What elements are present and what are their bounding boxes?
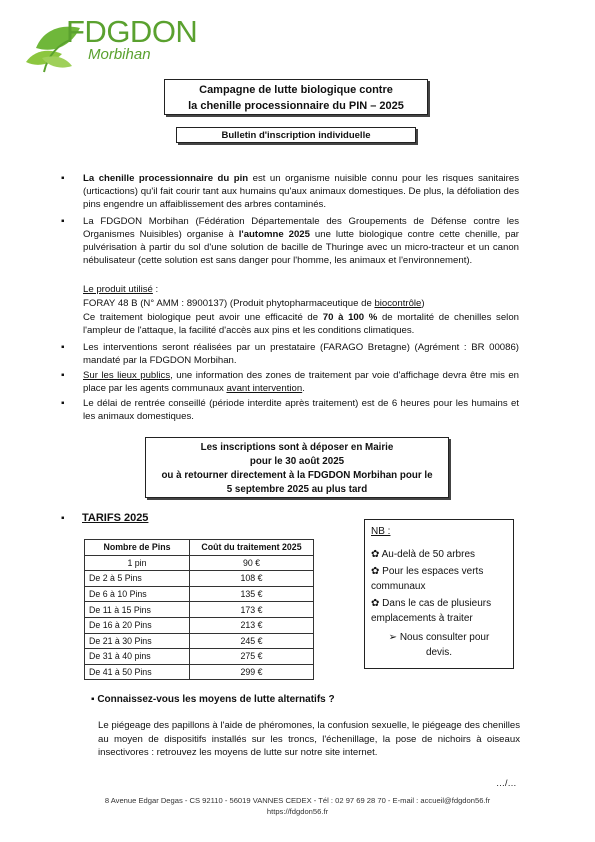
product-label: Le produit utilisé <box>83 284 153 295</box>
table-row: De 21 à 30 Pins 245 € <box>85 633 314 649</box>
table-row: De 41 à 50 Pins 299 € <box>85 664 314 680</box>
inscription-box <box>145 437 449 498</box>
bullet-icon: ▪ <box>91 694 98 705</box>
tarifs-table <box>84 539 314 680</box>
bullet-icon: ▪ <box>61 216 65 227</box>
inscription-line1: Les inscriptions sont à déposer en Mairie <box>200 442 394 453</box>
continued-marker: …/… <box>496 778 517 788</box>
table-header-row <box>85 540 314 556</box>
nb-title: NB : <box>371 526 391 537</box>
bullet-icon: ▪ <box>61 370 65 381</box>
bullet-icon: ▪ <box>61 398 65 409</box>
bullet-icon: ▪ <box>61 173 65 184</box>
flower-bullet-icon: ✿ <box>371 549 382 560</box>
inscription-line3: ou à retourner directement à la FDGDON Morbihan pour le <box>161 470 433 481</box>
footer-address: 8 Avenue Edgar Degas - CS 92110 - 56019 VANNES CEDEX - Tél : 02 97 69 28 70 - E-mail : accueil@fdgdon56.fr <box>104 796 491 805</box>
table-row: De 2 à 5 Pins 108 € <box>85 571 314 587</box>
flower-bullet-icon: ✿ <box>371 598 383 609</box>
nb-item: ✿ Dans le cas de plusieurs <box>371 598 492 609</box>
nb-item-cont: communaux <box>371 581 426 592</box>
alternatives-question: ▪ Connaissez-vous les moyens de lutte alternatifs ? <box>91 694 335 705</box>
alternatives-text: Le piégeage des papillons à l'aide de phéromones, la confusion sexuelle, le piégeage des chenilles au moyen de dispositifs installés sur les troncs, l'échenillage, la pose de nichoirs à oiseaux insectivores : retrouvez les moyens de lutte sur notre site internet. <box>98 720 520 758</box>
arrow-right-icon: ➢ <box>388 632 400 643</box>
nb-item: ✿ Au-delà de 50 arbres <box>371 549 476 560</box>
bulletin-subtitle: Bulletin d'inscription individuelle <box>176 127 416 143</box>
nb-consult-cont: devis. <box>425 647 453 658</box>
paragraph-fdgdon: La FDGDON Morbihan (Fédération Départementale des Groupements de Défense contre les Organismes Nuisibles) organise à l'automne 2025 une lutte biologique contre cette chenille, par pulvérisation à partir du sol d'une solution de bacille de Thuringe avec un micro-tracteur et un canon nébulisateur (cette solution est sans danger pour l'homme, les animaux et l'environnement). <box>83 216 519 266</box>
paragraph-delai: Le délai de rentrée conseillé (période interdite après traitement) est de 6 heures pour les humains et les animaux domestiques. <box>83 398 519 422</box>
inscription-line4: 5 septembre 2025 au plus tard <box>226 484 368 495</box>
chenille-bold: La chenille processionnaire du pin <box>83 173 249 184</box>
tarifs-title: TARIFS 2025 <box>82 512 149 524</box>
flower-bullet-icon: ✿ <box>371 566 383 577</box>
nb-consult: ➢ Nous consulter pour <box>388 632 490 643</box>
footer-website-link[interactable]: https://fdgdon56.fr <box>266 807 329 816</box>
table-row: De 11 à 15 Pins 173 € <box>85 602 314 618</box>
table-row: 1 pin 90 € <box>85 555 314 571</box>
bullet-icon: ▪ <box>61 342 65 353</box>
logo-title: FDGDON <box>66 14 198 49</box>
bullet-icon: ▪ <box>61 513 65 524</box>
logo-subtitle: Morbihan <box>88 46 151 63</box>
table-header: Coût du traitement 2025 <box>190 540 314 556</box>
product-label-line: Le produit utilisé : <box>83 284 159 295</box>
table-row: De 31 à 40 pins 275 € <box>85 649 314 665</box>
chenille-text: est un organisme nuisible connu pour les risques sanitaires (urticactions) qu'il fait courir tant aux humains qu'aux animaux domestiques. De plus, la défoliation des pins engendre un affaiblissement des arbres contaminés. <box>83 173 520 210</box>
campaign-title-line1: Campagne de lutte biologique contre <box>199 84 393 96</box>
table-header: Nombre de Pins <box>85 540 190 556</box>
product-name-line: FORAY 48 B (N° AMM : 8900137) (Produit phytopharmaceutique de biocontrôle) <box>83 298 425 309</box>
paragraph-chenille <box>83 172 519 211</box>
paragraph-prestataire: Les interventions seront réalisées par un prestataire (FARAGO Bretagne) (Agrément : BR 00086) mandaté par la FDGDON Morbihan. <box>83 342 519 366</box>
campaign-title-line2: la chenille processionnaire du PIN – 2025 <box>188 100 404 112</box>
nb-item: ✿ Pour les espaces verts <box>371 566 484 577</box>
nb-box <box>364 519 514 669</box>
nb-item-cont: emplacements à traiter <box>371 613 473 624</box>
campaign-title-box <box>164 79 428 115</box>
table-row: De 6 à 10 Pins 135 € <box>85 586 314 602</box>
inscription-line2: pour le 30 août 2025 <box>249 456 345 467</box>
paragraph-lieux-publics: Sur les lieux publics, une information des zones de traitement par voie d'affichage devra être mis en place par les agents communaux avant intervention. <box>83 370 519 394</box>
table-row: De 16 à 20 Pins 213 € <box>85 617 314 633</box>
product-efficacy: Ce traitement biologique peut avoir une efficacité de 70 à 100 % de mortalité de chenilles selon l'ampleur de l'attaque, la facilité d'accès aux pins et les conditions climatiques. <box>83 312 519 336</box>
